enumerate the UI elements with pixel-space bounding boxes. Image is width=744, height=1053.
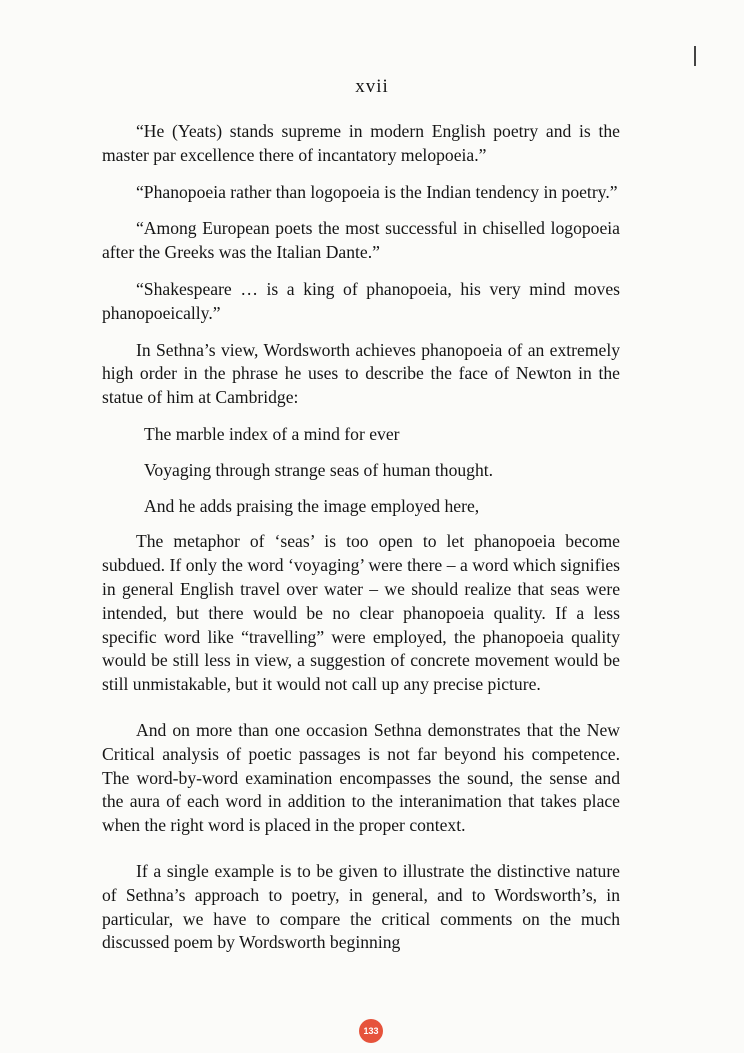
paragraph-seas-metaphor: The metaphor of ‘seas’ is too open to let phanopoeia become subdued. If only the word ‘voyaging’ were there – a word which signifies in general English travel over water – we should realize that seas were intended, but there would be no clear phanopoeia quality. If a less specific word like “travelling” were employed, the phanopoeia quality would be still less in view, a suggestion of concrete movement would be still unmistakable, but it would not call up any precise picture.: [102, 531, 620, 695]
paragraph-adds-praising: And he adds praising the image employed here,: [144, 495, 480, 516]
body-text: [102, 120, 620, 968]
page-roman-numeral: xvii: [355, 76, 389, 97]
page-number-badge: 133: [359, 1019, 383, 1043]
paragraph-dante-quote: “Among European poets the most successful in chiselled logopoeia after the Greeks was the Italian Dante.”: [102, 218, 620, 263]
paragraph-yeats-quote: “He (Yeats) stands supreme in modern English poetry and is the master par excellence there of incantatory melopoeia.”: [102, 121, 620, 165]
verse-line-1: The marble index of a mind for ever: [144, 423, 400, 444]
page-edge-mark: [694, 46, 696, 66]
paragraph-shakespeare-quote: “Shakespeare … is a king of phanopoeia, his very mind moves phanopoeically.”: [102, 278, 620, 323]
paragraph-new-critical: And on more than one occasion Sethna demonstrates that the New Critical analysis of poetic passages is not far beyond his competence. The word-by-word examination encompasses the sound, the sense and the aura of each word in addition to the interanimation that takes place when the right word is placed in the proper context.: [102, 719, 620, 836]
paragraph-sethna-view: In Sethna’s view, Wordsworth achieves phanopoeia of an extremely high order in the phrase he uses to describe the face of Newton in the statue of him at Cambridge:: [102, 339, 620, 408]
paragraph-indian-tendency-quote: “Phanopoeia rather than logopoeia is the Indian tendency in poetry.”: [136, 181, 618, 202]
verse-line-2: Voyaging through strange seas of human thought.: [144, 459, 494, 480]
paragraph-single-example: If a single example is to be given to illustrate the distinctive nature of Sethna’s approach to poetry, in general, and to Wordsworth’s, in particular, we have to compare the critical comments on the much discussed poem by Wordsworth beginning: [102, 860, 620, 953]
